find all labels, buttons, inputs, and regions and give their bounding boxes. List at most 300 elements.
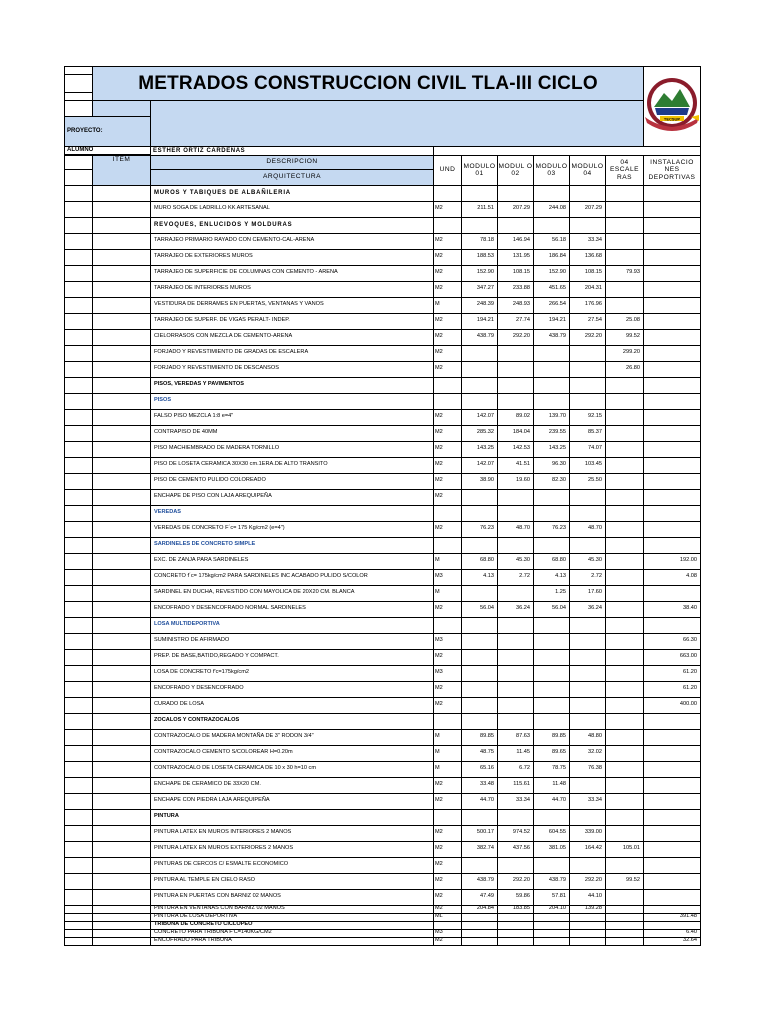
- spacer-cell: [65, 793, 93, 809]
- stairs-value: [606, 201, 644, 217]
- sports-value: 663.00: [644, 649, 701, 665]
- module-04-value: [570, 393, 606, 409]
- module-01-value: 142.07: [462, 457, 498, 473]
- module-03-value: [534, 537, 570, 553]
- stairs-value: 105.01: [606, 841, 644, 857]
- module-02-value: [498, 921, 534, 929]
- sports-value: 38.40: [644, 601, 701, 617]
- stairs-value: [606, 905, 644, 913]
- module-04-value: [570, 809, 606, 825]
- module-03-value: 194.21: [534, 313, 570, 329]
- row-unit: [434, 713, 462, 729]
- row-description: ENCHAPE DE CERAMICO DE 33X20 CM.: [151, 777, 434, 793]
- item-cell: [93, 857, 151, 873]
- module-03-value: [534, 633, 570, 649]
- module-02-value: 11.45: [498, 745, 534, 761]
- row-unit: M2: [434, 905, 462, 913]
- stairs-value: [606, 649, 644, 665]
- module-04-value: [570, 697, 606, 713]
- module-03-value: [534, 937, 570, 945]
- item-cell: [93, 937, 151, 945]
- spacer-cell: [65, 345, 93, 361]
- module-04-value: 176.96: [570, 297, 606, 313]
- item-cell: [93, 409, 151, 425]
- table-row: [65, 681, 701, 697]
- logo-cell: [644, 67, 701, 147]
- module-02-value: 89.02: [498, 409, 534, 425]
- spacer-cell: [65, 233, 93, 249]
- sports-value: [644, 473, 701, 489]
- row-unit: M2: [434, 201, 462, 217]
- spacer-cell: [65, 649, 93, 665]
- item-cell: [93, 473, 151, 489]
- table-row: [65, 633, 701, 649]
- spacer-cell: [65, 921, 93, 929]
- module-04-value: [570, 665, 606, 681]
- sports-value: [644, 617, 701, 633]
- module-03-value: [534, 665, 570, 681]
- module-03-value: [534, 377, 570, 393]
- item-cell: [93, 425, 151, 441]
- module-02-value: 27.74: [498, 313, 534, 329]
- table-row: [65, 585, 701, 601]
- module-02-value: 292.20: [498, 873, 534, 889]
- section-row: [65, 185, 701, 201]
- table-row: [65, 361, 701, 377]
- row-unit: M3: [434, 633, 462, 649]
- sports-value: [644, 409, 701, 425]
- sports-value: 391.48: [644, 913, 701, 921]
- module-02-value: 87.63: [498, 729, 534, 745]
- spacer-cell: [65, 825, 93, 841]
- item-cell: [93, 745, 151, 761]
- module-02-value: [498, 649, 534, 665]
- item-cell: [93, 217, 151, 233]
- module-01-value: [462, 585, 498, 601]
- sports-value: [644, 825, 701, 841]
- module-04-value: 33.34: [570, 793, 606, 809]
- row-unit: M2: [434, 425, 462, 441]
- module-04-value: 92.15: [570, 409, 606, 425]
- stairs-value: [606, 665, 644, 681]
- stairs-value: [606, 681, 644, 697]
- module-03-value: 78.75: [534, 761, 570, 777]
- page-title: METRADOS CONSTRUCCION CIVIL TLA-III CICLO: [138, 73, 598, 94]
- module-04-value: [570, 345, 606, 361]
- module-01-value: 382.74: [462, 841, 498, 857]
- module-04-value: 139.28: [570, 905, 606, 913]
- sports-facilities-header: INSTALACIO NES DEPORTIVAS: [644, 155, 701, 185]
- item-cell: [93, 617, 151, 633]
- row-unit: M2: [434, 281, 462, 297]
- section-title: LOSA MULTIDEPORTIVA: [151, 617, 434, 633]
- stairs-value: 25.08: [606, 313, 644, 329]
- row-description: PINTURA EN VENTANAS CON BARNIZ 02 MANOS: [151, 905, 434, 913]
- title-cell: [93, 67, 644, 101]
- spacer-cell: [65, 265, 93, 281]
- row-unit: M2: [434, 841, 462, 857]
- module-01-value: [462, 393, 498, 409]
- row-description: ENCHAPE DE PISO CON LAJA AREQUIPEÑA: [151, 489, 434, 505]
- spacer-cell: [65, 473, 93, 489]
- row-unit: M: [434, 761, 462, 777]
- row-description: CONTRAPISO DE 40MM: [151, 425, 434, 441]
- spacer-cell: [65, 841, 93, 857]
- module-03-value: 143.25: [534, 441, 570, 457]
- row-unit: M: [434, 297, 462, 313]
- module-01-value: [462, 809, 498, 825]
- module-03-value: 44.70: [534, 793, 570, 809]
- module-03-value: [534, 505, 570, 521]
- module-01-value: 248.39: [462, 297, 498, 313]
- spacer-cell: [65, 441, 93, 457]
- spacer-cell: [65, 185, 93, 201]
- module-02-value: 2.72: [498, 569, 534, 585]
- spacer-cell: [65, 729, 93, 745]
- sports-value: [644, 921, 701, 929]
- row-description: FALSO PISO MEZCLA 1:8 e=4": [151, 409, 434, 425]
- stairs-header: 04 ESCALE RAS: [606, 155, 644, 185]
- sports-value: 6.40: [644, 929, 701, 937]
- stairs-value: [606, 889, 644, 905]
- row-description: CONCRETO f´c= 175kg/cm2 PARA SARDINELES INC ACABADO PULIDO S/COLOR: [151, 569, 434, 585]
- module-04-value: 36.24: [570, 601, 606, 617]
- stairs-value: [606, 777, 644, 793]
- module-03-value: 451.65: [534, 281, 570, 297]
- table-row: [65, 473, 701, 489]
- section-row: [65, 377, 701, 393]
- stairs-value: [606, 809, 644, 825]
- item-cell: [93, 601, 151, 617]
- sports-value: [644, 297, 701, 313]
- module-01-value: 38.90: [462, 473, 498, 489]
- item-cell: [93, 921, 151, 929]
- item-cell: [93, 553, 151, 569]
- spacer-cell: [65, 409, 93, 425]
- module-01-value: 142.07: [462, 409, 498, 425]
- module-04-value: [570, 937, 606, 945]
- row-description: CONCRETO PARA TRIBUNA F'C=140KG/CM2: [151, 929, 434, 937]
- sports-value: [644, 489, 701, 505]
- item-cell: [93, 841, 151, 857]
- stairs-value: [606, 937, 644, 945]
- module-02-value: 36.24: [498, 601, 534, 617]
- row-description: CONTRAZOCALO DE MADERA MONTAÑA DE 3" RODON 3/4": [151, 729, 434, 745]
- row-unit: [434, 505, 462, 521]
- module-03-value: 11.48: [534, 777, 570, 793]
- module-03-value: 89.85: [534, 729, 570, 745]
- spacer-cell: [65, 361, 93, 377]
- row-unit: M2: [434, 361, 462, 377]
- table-row: [65, 281, 701, 297]
- spacer-cell: [65, 425, 93, 441]
- item-cell: [93, 665, 151, 681]
- section-row: [65, 809, 701, 825]
- module-02-value: 233.88: [498, 281, 534, 297]
- module-03-value: 266.54: [534, 297, 570, 313]
- row-description: PISO DE LOSETA CERAMICA 30X30 cm.1ERA.DE ALTO TRANSITO: [151, 457, 434, 473]
- module-04-value: [570, 361, 606, 377]
- section-row: [65, 505, 701, 521]
- module-01-value: 194.21: [462, 313, 498, 329]
- spacer-cell: [65, 681, 93, 697]
- module-01-value: 500.17: [462, 825, 498, 841]
- stairs-value: [606, 745, 644, 761]
- module-01-value: [462, 665, 498, 681]
- spacer-cell: [65, 553, 93, 569]
- row-unit: M2: [434, 265, 462, 281]
- module-04-value: 136.68: [570, 249, 606, 265]
- row-description: FORJADO Y REVESTIMIENTO DE DESCANSOS: [151, 361, 434, 377]
- spacer-cell: [65, 777, 93, 793]
- sports-value: 400.00: [644, 697, 701, 713]
- module-03-value: 56.04: [534, 601, 570, 617]
- module-02-value: 41.51: [498, 457, 534, 473]
- stairs-value: [606, 761, 644, 777]
- spacer-cell: [65, 201, 93, 217]
- sports-value: [644, 777, 701, 793]
- spacer-cell: [65, 809, 93, 825]
- sports-value: [644, 713, 701, 729]
- module-04-value: 76.38: [570, 761, 606, 777]
- stairs-value: [606, 929, 644, 937]
- module-03-value: 68.80: [534, 553, 570, 569]
- module-01-value: 48.75: [462, 745, 498, 761]
- module-03-value: [534, 361, 570, 377]
- item-cell: [93, 201, 151, 217]
- stairs-value: [606, 441, 644, 457]
- row-description: CIELORRASOS CON MEZCLA DE CEMENTO-ARENA: [151, 329, 434, 345]
- module-02-value: 45.30: [498, 553, 534, 569]
- table-row: [65, 489, 701, 505]
- row-description: PINTURA DE LOSA DEPORTIVA: [151, 913, 434, 921]
- module-02-value: 19.60: [498, 473, 534, 489]
- module-02-value: [498, 913, 534, 921]
- spacer-cell: [65, 297, 93, 313]
- table-row: [65, 841, 701, 857]
- row-unit: M: [434, 729, 462, 745]
- stairs-value: [606, 185, 644, 201]
- item-cell: [93, 505, 151, 521]
- svg-text:TECSUP: TECSUP: [663, 116, 681, 122]
- spacer-cell: [65, 913, 93, 921]
- stairs-value: [606, 697, 644, 713]
- row-description: CURADO DE LOSA: [151, 697, 434, 713]
- module-03-value: [534, 185, 570, 201]
- sports-value: [644, 345, 701, 361]
- row-description: PINTURA LATEX EN MUROS INTERIORES 2 MANOS: [151, 825, 434, 841]
- row-unit: M2: [434, 441, 462, 457]
- table-row: [65, 929, 701, 937]
- sports-value: [644, 249, 701, 265]
- module-02-value: 146.94: [498, 233, 534, 249]
- sports-value: 66.30: [644, 633, 701, 649]
- sports-value: [644, 905, 701, 913]
- item-header: ITEM: [93, 155, 151, 185]
- module-02-value: 131.95: [498, 249, 534, 265]
- module-02-value: [498, 929, 534, 937]
- table-row: [65, 873, 701, 889]
- table-row: [65, 793, 701, 809]
- stairs-value: [606, 297, 644, 313]
- module-03-value: [534, 809, 570, 825]
- metrados-table: [64, 66, 701, 946]
- module-03-value: 89.65: [534, 745, 570, 761]
- module-01-value: [462, 345, 498, 361]
- module-04-value: 292.20: [570, 329, 606, 345]
- row-description: VEREDAS DE CONCRETO F´c= 175 Kg/cm2 (e=4"): [151, 521, 434, 537]
- sports-value: [644, 377, 701, 393]
- item-cell: [93, 457, 151, 473]
- item-cell: [93, 489, 151, 505]
- module-01-value: [462, 361, 498, 377]
- row-description: TARRAJEO DE SUPERFICIE DE COLUMNAS CON CEMENTO - ARENA: [151, 265, 434, 281]
- stairs-value: [606, 281, 644, 297]
- module-03-value: 604.55: [534, 825, 570, 841]
- row-description: CONTRAZOCALO DE LOSETA CERAMICA DE 10 x 30 h=10 cm: [151, 761, 434, 777]
- row-unit: M2: [434, 249, 462, 265]
- sports-value: 61.20: [644, 681, 701, 697]
- section-title: MUROS Y TABIQUES DE ALBAÑILERIA: [151, 185, 434, 201]
- row-description: PINTURA EN PUERTAS CON BARNIZ 02 MANOS: [151, 889, 434, 905]
- sports-value: [644, 265, 701, 281]
- module-03-value: [534, 857, 570, 873]
- row-unit: [434, 377, 462, 393]
- module-01-value: 438.79: [462, 873, 498, 889]
- module-04-value: [570, 217, 606, 233]
- sports-value: [644, 761, 701, 777]
- spacer-cell: [65, 617, 93, 633]
- row-unit: M2: [434, 873, 462, 889]
- table-row: [65, 329, 701, 345]
- stairs-value: 79.93: [606, 265, 644, 281]
- spacer-cell: [65, 169, 93, 185]
- module-02-value: [498, 713, 534, 729]
- module-01-value: 204.84: [462, 905, 498, 913]
- row-unit: [434, 809, 462, 825]
- module-03-value: 438.79: [534, 873, 570, 889]
- spacer-cell: [65, 633, 93, 649]
- module-03-value: 244.08: [534, 201, 570, 217]
- module-04-value: [570, 713, 606, 729]
- module-03-value: [534, 393, 570, 409]
- table-row: [65, 553, 701, 569]
- module-03-value: [534, 697, 570, 713]
- row-unit: M2: [434, 697, 462, 713]
- spacer-cell: [65, 745, 93, 761]
- row-unit: M2: [434, 601, 462, 617]
- module-01-value: 44.70: [462, 793, 498, 809]
- spacer-cell: [65, 889, 93, 905]
- row-description: PINTURA AL TEMPLE EN CIELO RASO: [151, 873, 434, 889]
- table-row: [65, 601, 701, 617]
- unit-header: UND: [434, 155, 462, 185]
- item-cell: [93, 913, 151, 921]
- row-description: ENCOFRADO Y DESENCOFRADO: [151, 681, 434, 697]
- module-03-value: [534, 345, 570, 361]
- module-04-value: [570, 649, 606, 665]
- section-title: PINTURA: [151, 809, 434, 825]
- item-cell: [93, 441, 151, 457]
- spacer-cell: [65, 713, 93, 729]
- stairs-value: [606, 505, 644, 521]
- section-row: [65, 921, 701, 929]
- sports-value: [644, 393, 701, 409]
- row-description: ENCOFRADO Y DESENCOFRADO NORMAL SARDINELES: [151, 601, 434, 617]
- section-title: ZOCALOS Y CONTRAZOCALOS: [151, 713, 434, 729]
- stairs-value: [606, 233, 644, 249]
- module-04-value: 74.07: [570, 441, 606, 457]
- item-cell: [93, 233, 151, 249]
- sports-value: [644, 329, 701, 345]
- table-row: [65, 345, 701, 361]
- sports-value: [644, 457, 701, 473]
- module-01-value: 4.13: [462, 569, 498, 585]
- module-03-value: 139.70: [534, 409, 570, 425]
- row-unit: M2: [434, 313, 462, 329]
- project-value-cell: [151, 101, 644, 147]
- row-description: TARRAJEO DE SUPERF. DE VIGAS PERALT- INDEP.: [151, 313, 434, 329]
- item-cell: [93, 393, 151, 409]
- row-unit: M2: [434, 521, 462, 537]
- section-row: [65, 617, 701, 633]
- section-title: PISOS: [151, 393, 434, 409]
- sports-value: [644, 873, 701, 889]
- module-03-value: 82.30: [534, 473, 570, 489]
- spacer-cell: [65, 537, 93, 553]
- table-row: [65, 857, 701, 873]
- module-04-value: 32.02: [570, 745, 606, 761]
- row-description: SUMINISTRO DE AFIRMADO: [151, 633, 434, 649]
- row-unit: [434, 217, 462, 233]
- module-01-value: [462, 697, 498, 713]
- module-02-value: 142.53: [498, 441, 534, 457]
- row-description: PISO DE CEMENTO PULIDO COLOREADO: [151, 473, 434, 489]
- module-04-value: 85.37: [570, 425, 606, 441]
- section-row: [65, 713, 701, 729]
- sports-value: [644, 361, 701, 377]
- spacer-cell: [65, 761, 93, 777]
- module-03-value: 4.13: [534, 569, 570, 585]
- module-04-value: 204.31: [570, 281, 606, 297]
- spacer-cell: [65, 377, 93, 393]
- stairs-value: [606, 913, 644, 921]
- item-cell: [93, 345, 151, 361]
- table-row: [65, 521, 701, 537]
- row-description: PINTURA LATEX EN MUROS EXTERIORES 2 MANOS: [151, 841, 434, 857]
- module-04-value: 2.72: [570, 569, 606, 585]
- row-unit: M3: [434, 929, 462, 937]
- row-description: PISO MACHIEMBRADO DE MADERA TORNILLO: [151, 441, 434, 457]
- stairs-value: [606, 377, 644, 393]
- table-row: [65, 937, 701, 945]
- item-cell: [93, 329, 151, 345]
- spacer-cell: [65, 601, 93, 617]
- table-row: [65, 441, 701, 457]
- sports-value: [644, 233, 701, 249]
- item-cell: [93, 265, 151, 281]
- student-label: ALUMNO: [65, 146, 151, 155]
- table-row: [65, 201, 701, 217]
- module-04-value: 164.42: [570, 841, 606, 857]
- module-02-value: [498, 505, 534, 521]
- module-02-value: 184.04: [498, 425, 534, 441]
- row-unit: [434, 617, 462, 633]
- spacer-cell: [65, 457, 93, 473]
- stairs-value: [606, 825, 644, 841]
- section-title: SARDINELES DE CONCRETO SIMPLE: [151, 537, 434, 553]
- row-unit: M2: [434, 889, 462, 905]
